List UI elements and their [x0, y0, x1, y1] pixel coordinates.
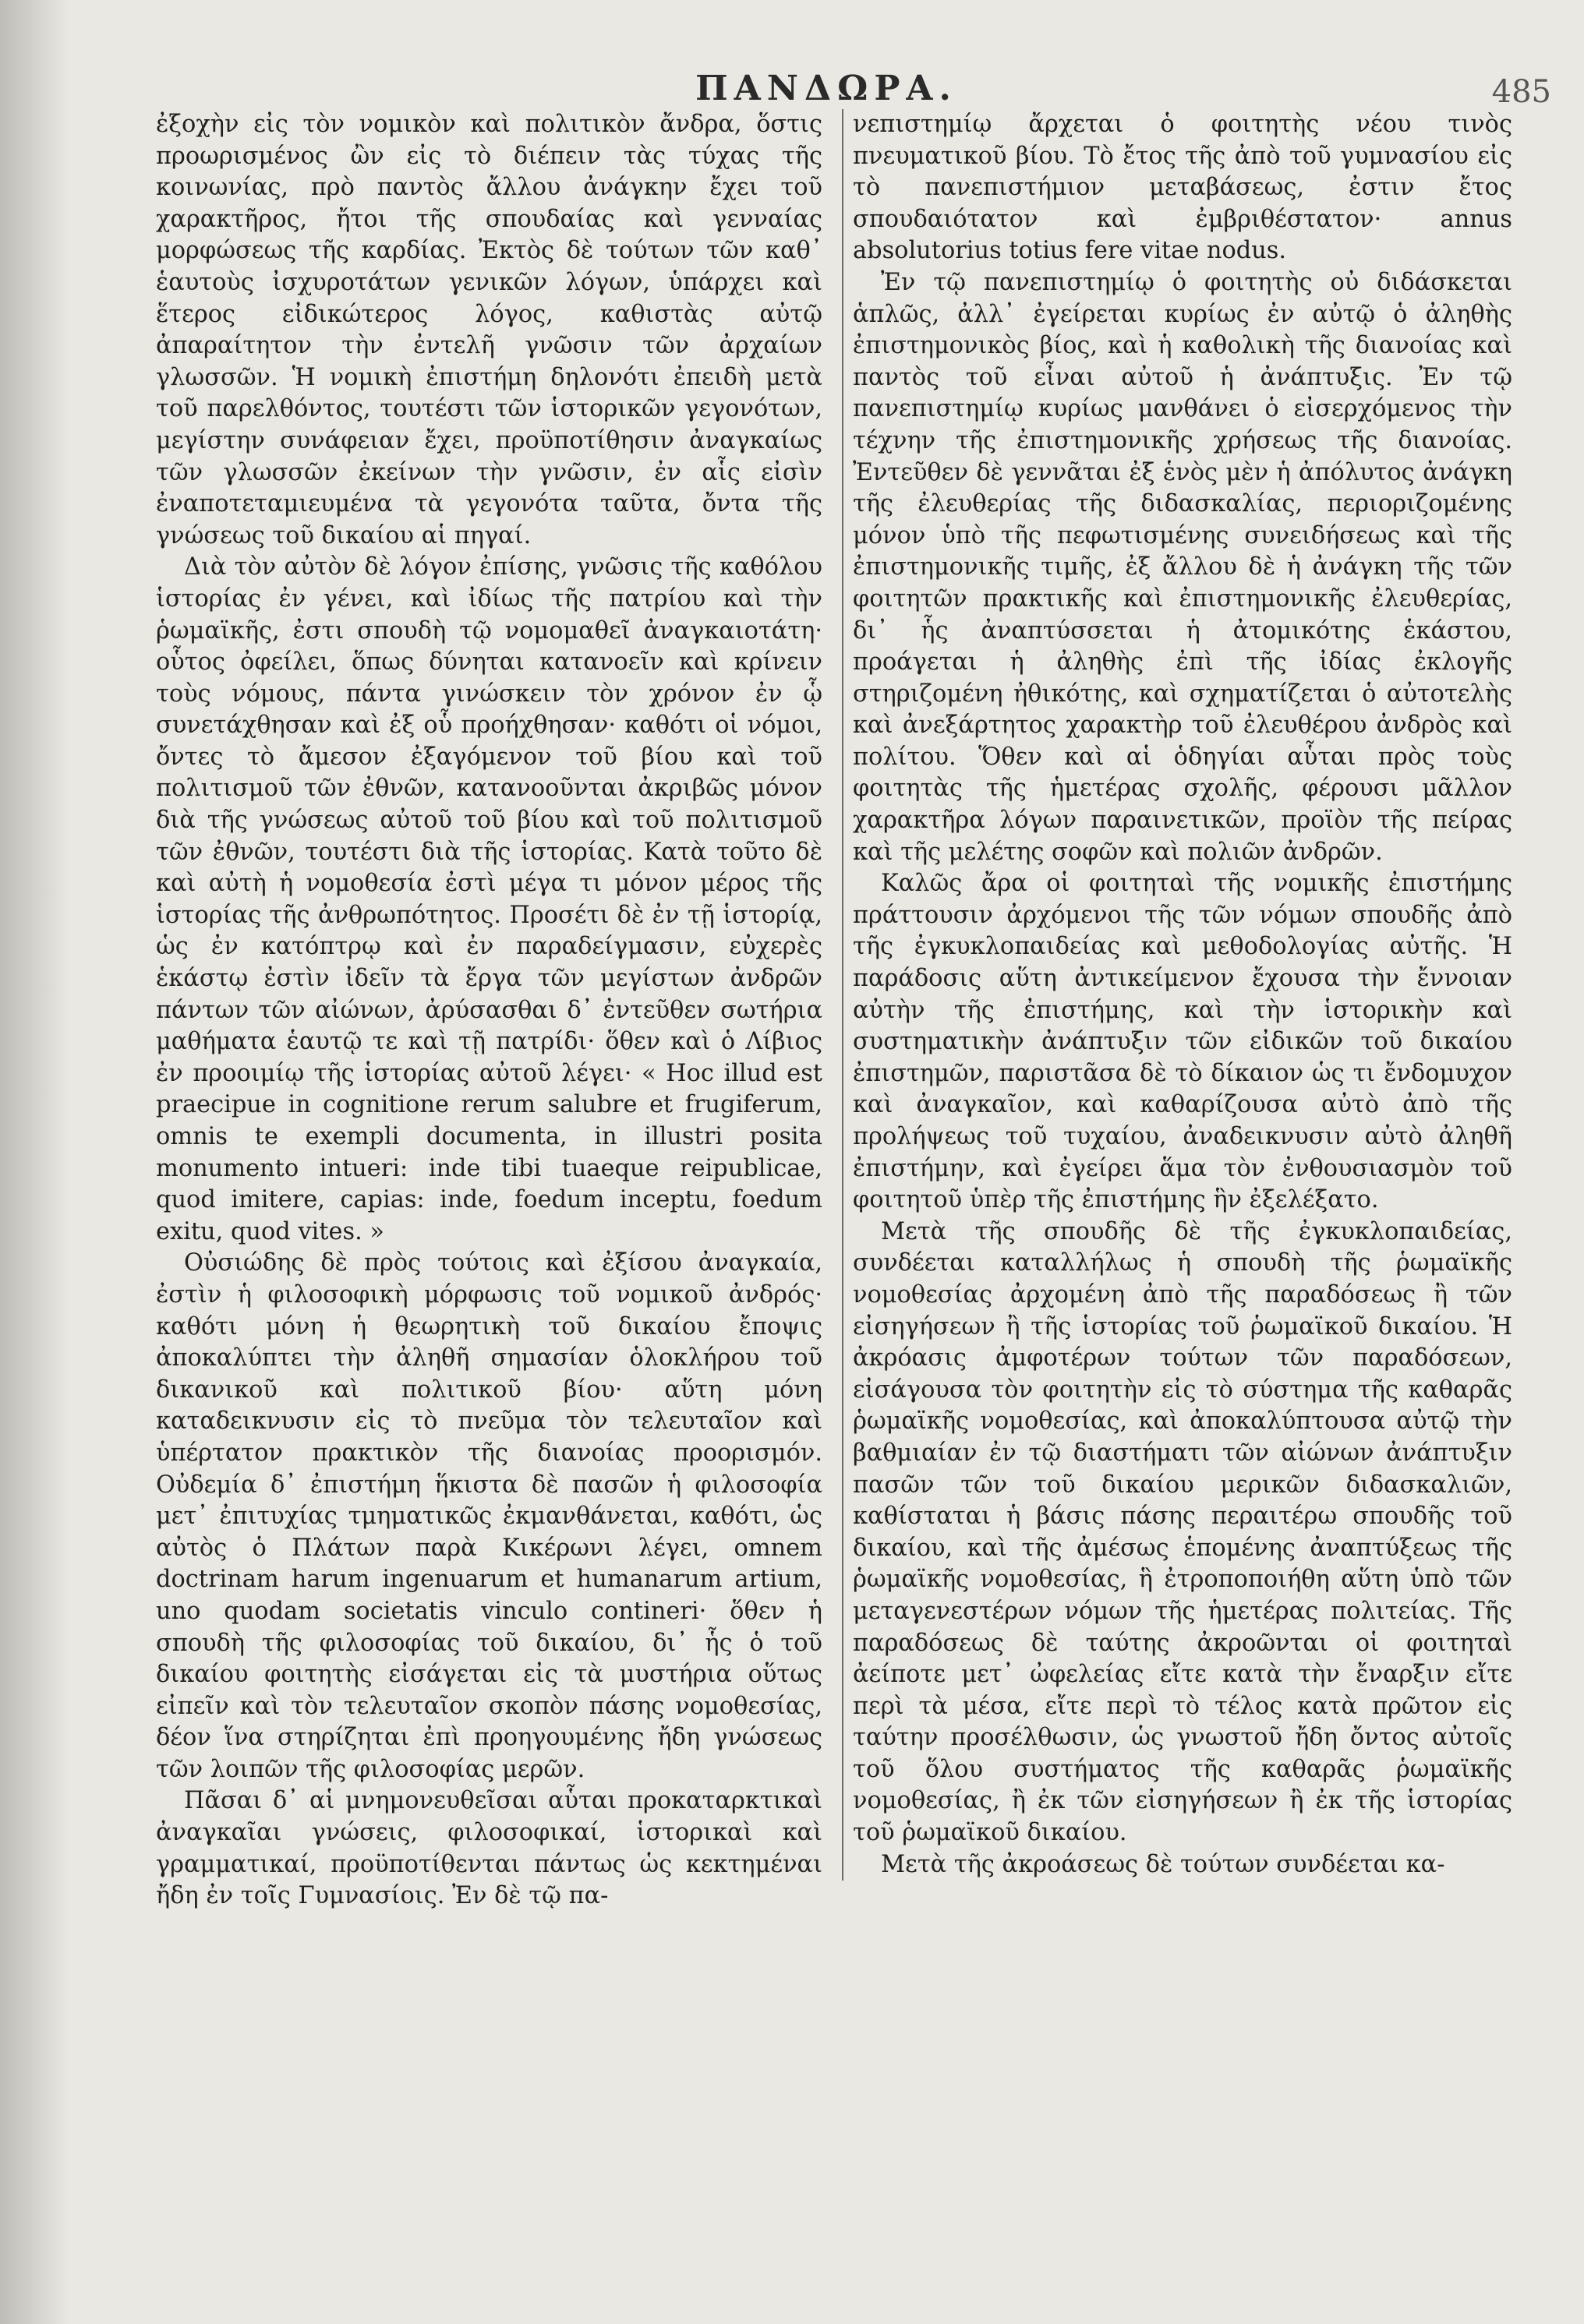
right-paragraph-5: Μετὰ τῆς ἀκροάσεως δὲ τούτων συνδέεται κα- — [881, 1850, 1445, 1878]
page-number: 485 — [1491, 74, 1551, 110]
left-paragraph-2: Διὰ τὸν αὐτὸν δὲ λόγον ἐπίσης, γνῶσις τῆς καθόλου ἱστορίας ἐν γένει, καὶ ἰδίως τῆς πατρίου καὶ τὴν ῥωμαϊκῆς, ἐστι σπουδὴ τῷ νομομαθεῖ ἀναγκαιοτάτη· οὗτος ὀφείλει, ὅπως δύνηται κατανοεῖν καὶ κρίνειν τοὺς νόμους, πάντα γινώσκειν τὸν χρόνον ἐν ᾧ συνετάχθησαν καὶ ἐξ οὗ προήχθησαν· καθότι οἱ νόμοι, ὄντες τὸ ἄμεσον ἐξαγόμενον τοῦ βίου καὶ τοῦ πολιτισμοῦ τῶν ἐθνῶν, κατανοοῦνται ἀκριβῶς μόνον διὰ τῆς γνώσεως αὐτοῦ τοῦ βίου καὶ τοῦ πολιτισμοῦ τῶν ἐθνῶν, τουτέστι διὰ τῆς ἱστορίας. Κατὰ τοῦτο δὲ καὶ αὐτὴ ἡ νομοθεσία ἐστὶ μέγα τι μόνον μέρος τῆς ἱστορίας τῆς ἀνθρωπότητος. Προσέτι δὲ ἐν τῇ ἱστορίᾳ, ὡς ἐν κατόπτρῳ καὶ ἐν παραδείγμασιν, εὐχερὲς ἑκάστῳ ἐστὶν ἰδεῖν τὰ ἔργα τῶν μεγίστων ἀνδρῶν πάντων τῶν αἰώνων, ἀρύσασθαι δ᾽ ἐντεῦθεν σωτήρια μαθήματα ἑαυτῷ τε καὶ τῇ πατρίδι· ὅθεν καὶ ὁ Λίβιος ἐν προοιμίῳ τῆς ἱστορίας αὐτοῦ λέγει· « Hoc illud est praecipue in cognitione rerum salubre et frugiferum, omnis te exempli documenta, in illustri posita monumento intueri: inde tibi tuaeque reipublicae, quod imitere, capias: inde, foedum inceptu, foedum exitu, quod vites. » — [156, 553, 822, 1245]
right-paragraph-4: Μετὰ τῆς σπουδῆς δὲ τῆς ἐγκυκλοπαιδείας, συνδέεται καταλλήλως ἡ σπουδὴ τῆς ῥωμαϊκῆς νομοθεσίας ἀρχομένη ἀπὸ τῆς παραδόσεως ἢ τῶν εἰσηγήσεων ἢ τῆς ἱστορίας τοῦ ῥωμαϊκοῦ δικαίου. Ἡ ἀκρόασις ἀμφοτέρων τούτων τῶν παραδόσεων, εἰσάγουσα τὸν φοιτητὴν εἰς τὸ σύστημα τῆς καθαρᾶς ῥωμαϊκῆς νομοθεσίας, καὶ ἀποκαλύπτουσα αὐτῷ τὴν βαθμιαίαν ἐν τῷ διαστήματι τῶν αἰώνων ἀνάπτυξιν πασῶν τῶν τοῦ δικαίου μερικῶν διδασκαλιῶν, καθίσταται ἡ βάσις πάσης περαιτέρω σπουδῆς τοῦ δικαίου, καὶ τῆς ἀμέσως ἑπομένης ἀναπτύξεως τῆς ῥωμαϊκῆς νομοθεσίας, ἣ ἐτροποποιήθη αὕτη ὑπὸ τῶν μεταγενεστέρων νόμων τῆς ἡμετέρας πολιτείας. Τῆς παραδόσεως δὲ ταύτης ἀκροῶνται οἱ φοιτηταὶ ἀείποτε μετ᾽ ὠφελείας εἴτε κατὰ τὴν ἔναρξιν εἴτε περὶ τὰ μέσα, εἴτε περὶ τὸ τέλος κατὰ πρῶτον εἰς ταύτην προσέλθωσιν, ὡς γνωστοῦ ἤδη ὄντος αὐτοῖς τοῦ ὅλου συστήματος τῆς καθαρᾶς ῥωμαϊκῆς νομοθεσίας, ἢ ἐκ τῶν εἰσηγήσεων ἢ ἐκ τῆς ἱστορίας τοῦ ῥωμαϊκοῦ δικαίου. — [853, 1217, 1512, 1847]
left-column — [156, 109, 822, 1913]
right-column — [842, 109, 1512, 1881]
left-paragraph-1: ἐξοχὴν εἰς τὸν νομικὸν καὶ πολιτικὸν ἄνδρα, ὅστις προωρισμένος ὢν εἰς τὸ διέπειν τὰς τύχας τῆς κοινωνίας, πρὸ παντὸς ἄλλου ἀνάγκην ἔχει τοῦ χαρακτῆρος, ἤτοι τῆς σπουδαίας καὶ γενναίας μορφώσεως τῆς καρδίας. Ἐκτὸς δὲ τούτων τῶν καθ᾽ ἑαυτοὺς ἰσχυροτάτων γενικῶν λόγων, ὑπάρχει καὶ ἕτερος εἰδικώτερος λόγος, καθιστὰς αὐτῷ ἀπαραίτητον τὴν ἐντελῆ γνῶσιν τῶν ἀρχαίων γλωσσῶν. Ἡ νομικὴ ἐπιστήμη δηλονότι ἐπειδὴ μετὰ τοῦ παρελθόντος, τουτέστι τῶν ἱστορικῶν γεγονότων, μεγίστην συνάφειαν ἔχει, προϋποτίθησιν ἀναγκαίως τῶν γλωσσῶν ἐκείνων τὴν γνῶσιν, ἐν αἷς εἰσὶν ἐναποτεταμιευμένα τὰ γεγονότα ταῦτα, ὄντα τῆς γνώσεως τοῦ δικαίου αἱ πηγαί. — [156, 111, 822, 549]
right-paragraph-2: Ἐν τῷ πανεπιστημίῳ ὁ φοιτητὴς οὐ διδάσκεται ἁπλῶς, ἀλλ᾽ ἐγείρεται κυρίως ἐν αὐτῷ ὁ ἀληθὴς ἐπιστημονικὸς βίος, καὶ ἡ καθολικὴ τῆς διανοίας καὶ παντὸς τοῦ εἶναι αὐτοῦ ἡ ἀνάπτυξις. Ἐν τῷ πανεπιστημίῳ κυρίως μανθάνει ὁ εἰσερχόμενος τὴν τέχνην τῆς ἐπιστημονικῆς χρήσεως τῆς διανοίας. Ἐντεῦθεν δὲ γεννᾶται ἐξ ἑνὸς μὲν ἡ ἀπόλυτος ἀνάγκη τῆς ἐλευθερίας τῆς διδασκαλίας, περιοριζομένης μόνον ὑπὸ τῆς πεφωτισμένης συνειδήσεως καὶ τῆς ἐπιστημονικῆς τιμῆς, ἐξ ἄλλου δὲ ἡ ἀνάγκη τῆς τῶν φοιτητῶν πρακτικῆς καὶ ἐπιστημονικῆς ἐλευθερίας, δι᾽ ἧς ἀναπτύσσεται ἡ ἀτομικότης ἑκάστου, προάγεται ἡ ἀληθὴς ἐπὶ τῆς ἰδίας ἐκλογῆς στηριζομένη ἠθικότης, καὶ σχηματίζεται ὁ αὐτοτελὴς καὶ ἀνεξάρτητος χαρακτὴρ τοῦ ἐλευθέρου ἀνδρὸς καὶ πολίτου. Ὅθεν καὶ αἱ ὁδηγίαι αὗται πρὸς τοὺς φοιτητὰς τῆς ἡμετέρας σχολῆς, φέρουσι μᾶλλον χαρακτῆρα λόγων παραινετικῶν, προϊὸν τῆς πείρας καὶ τῆς μελέτης σοφῶν καὶ πολιῶν ἀνδρῶν. — [853, 268, 1512, 866]
right-paragraph-3: Καλῶς ἄρα οἱ φοιτηταὶ τῆς νομικῆς ἐπιστήμης πράττουσιν ἀρχόμενοι τῆς τῶν νόμων σπουδῆς ἀπὸ τῆς ἐγκυκλοπαιδείας καὶ μεθοδολογίας αὐτῆς. Ἡ παράδοσις αὕτη ἀντικείμενον ἔχουσα τὴν ἔννοιαν αὐτὴν τῆς ἐπιστήμης, καὶ τὴν ἱστορικὴν καὶ συστηματικὴν ἀνάπτυξιν τῶν εἰδικῶν τοῦ δικαίου ἐπιστημῶν, παριστᾶσα δὲ τὸ δίκαιον ὡς τι ἔνδομυχον καὶ ἀναγκαῖον, καὶ καθαρίζουσα αὐτὸ ἀπὸ τῆς προλήψεως τοῦ τυχαίου, ἀναδεικνυσιν αὐτὸ ἀληθῆ ἐπιστήμην, καὶ ἐγείρει ἅμα τὸν ἐνθουσιασμὸν τοῦ φοιτητοῦ ὑπὲρ τῆς ἐπιστήμης ἣν ἐξελέξατο. — [853, 870, 1512, 1214]
right-paragraph-1: νεπιστημίῳ ἄρχεται ὁ φοιτητὴς νέου τινὸς πνευματικοῦ βίου. Τὸ ἔτος τῆς ἀπὸ τοῦ γυμνασίου εἰς τὸ πανεπιστήμιον μεταβάσεως, ἐστιν ἔτος σπουδαιότατον καὶ ἐμβριθέστατον· annus absolutorius totius fere vitae nodus. — [853, 111, 1512, 265]
running-title: ΠΑΝΔΩΡΑ. — [695, 69, 957, 108]
left-paragraph-3: Οὐσιώδης δὲ πρὸς τούτοις καὶ ἐξίσου ἀναγκαία, ἐστὶν ἡ φιλοσοφικὴ μόρφωσις τοῦ νομικοῦ ἀνδρός· καθότι μόνη ἡ θεωρητικὴ τοῦ δικαίου ἔποψις ἀποκαλύπτει τὴν ἀληθῆ σημασίαν ὁλοκλήρου τοῦ δικανικοῦ καὶ πολιτικοῦ βίου· αὕτη μόνη καταδεικνυσιν εἰς τὸ πνεῦμα τὸν τελευταῖον καὶ ὑπέρτατον πρακτικὸν τῆς διανοίας προορισμόν. Οὐδεμία δ᾽ ἐπιστήμη ἥκιστα δὲ πασῶν ἡ φιλοσοφία μετ᾽ ἐπιτυχίας τμηματικῶς ἐκμανθάνεται, καθότι, ὡς αὐτὸς ὁ Πλάτων παρὰ Κικέρωνι λέγει, omnem doctrinam harum ingenuarum et humanarum artium, uno quodam societatis vinculo contineri· ὅθεν ἡ σπουδὴ τῆς φιλοσοφίας τοῦ δικαίου, δι᾽ ἧς ὁ τοῦ δικαίου φοιτητὴς εἰσάγεται εἰς τὰ μυστήρια οὕτως εἰπεῖν καὶ τὸν τελευταῖον σκοπὸν πάσης νομοθεσίας, δέον ἵνα στηρίζηται ἐπὶ προηγουμένης ἤδη γνώσεως τῶν λοιπῶν τῆς φιλοσοφίας μερῶν. — [156, 1249, 822, 1783]
left-paragraph-4: Πᾶσαι δ᾽ αἱ μνημονευθεῖσαι αὗται προκαταρκτικαὶ ἀναγκαῖαι γνώσεις, φιλοσοφικαί, ἱστορικαὶ καὶ γραμματικαί, προϋποτίθενται πάντως ὡς κεκτημέναι ἤδη ἐν τοῖς Γυμνασίοις. Ἐν δὲ τῷ πα- — [156, 1787, 822, 1910]
page-gutter-shadow — [0, 0, 70, 2324]
